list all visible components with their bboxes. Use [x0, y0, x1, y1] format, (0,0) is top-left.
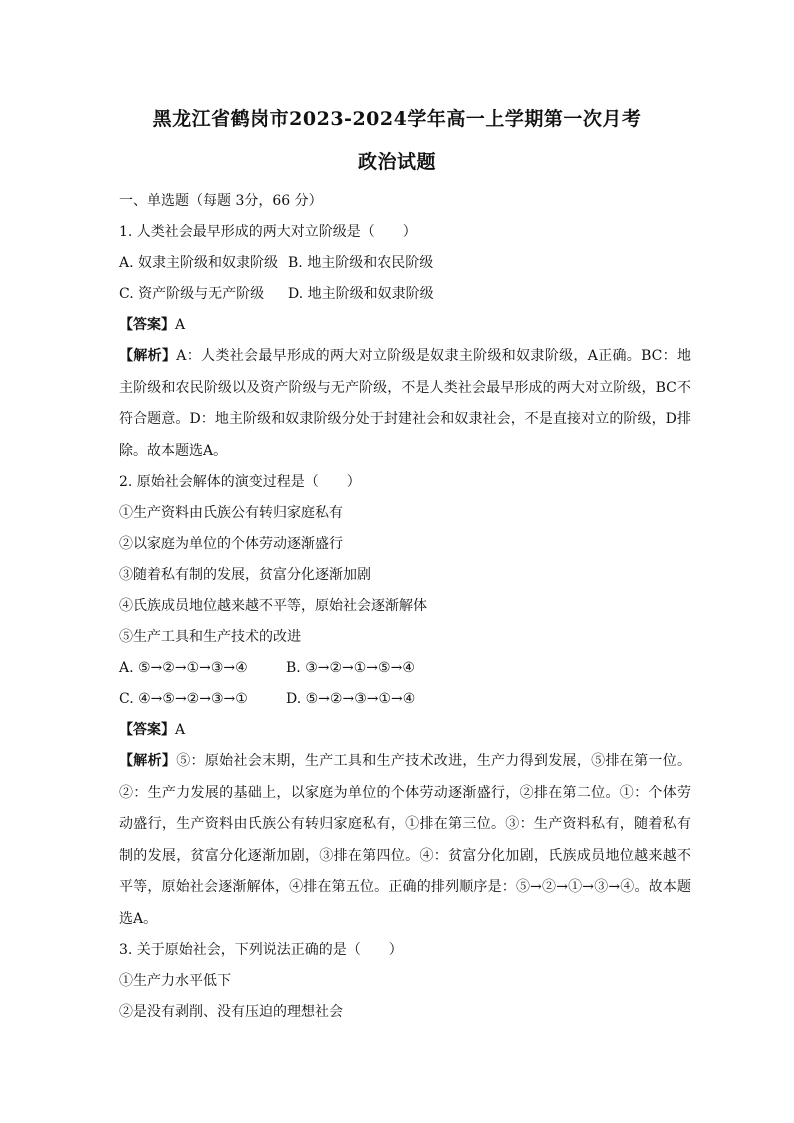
question-2-option-d: D. ⑤→②→③→①→④	[286, 691, 416, 707]
section-heading: 一、单选题（每题 3分，66 分）	[119, 193, 323, 209]
question-3-stem: 3. 关于原始社会，下列说法正确的是（ ）	[119, 942, 403, 958]
question-1-option-d: D. 地主阶级和奴隶阶级	[288, 286, 434, 302]
question-2-option-a: A. ⑤→②→①→③→④	[119, 660, 248, 676]
question-1-options-row-2	[119, 279, 691, 310]
question-1-stem: 1. 人类社会最早形成的两大对立阶级是（ ）	[119, 224, 417, 240]
document-title: 黑龙江省鹤岗市2023-2024学年高一上学期第一次月考	[152, 108, 642, 130]
question-2-item: ②以家庭为单位的个体劳动逐渐盛行	[119, 536, 343, 552]
question-2-item: ①生产资料由氏族公有转归家庭私有	[119, 505, 343, 521]
analysis-label: 【解析】	[119, 348, 177, 364]
question-2-options-row-2	[119, 684, 691, 715]
answer-value: A	[175, 317, 186, 333]
analysis-text: A：人类社会最早形成的两大对立阶级是奴隶主阶级和奴隶阶级，A正确。BC：地主阶级和农民阶级以及资产阶级与无产阶级，不是人类社会最早形成的两大对立阶级，BC不符合题意。D：地主阶级和奴隶阶级分处于封建社会和奴隶社会，不是直接对立的阶级，D排除。故本题选A。	[119, 348, 692, 459]
question-2-options-row-1	[119, 653, 691, 684]
question-1-option-b: B. 地主阶级和农民阶级	[288, 255, 434, 271]
question-2-option-c: C. ④→⑤→②→③→①	[119, 691, 248, 707]
question-2-item: ④氏族成员地位越来越不平等，原始社会逐渐解体	[119, 598, 427, 614]
question-2-stem: 2. 原始社会解体的演变过程是（ ）	[119, 474, 361, 490]
question-2-option-b: B. ③→②→①→⑤→④	[286, 660, 415, 676]
question-2-analysis	[119, 746, 691, 935]
question-1-options-row-1	[119, 248, 691, 279]
analysis-label: 【解析】	[119, 753, 177, 769]
question-2-answer	[119, 715, 691, 746]
question-2-item: ③随着私有制的发展，贫富分化逐渐加剧	[119, 567, 371, 583]
answer-label: 【答案】	[119, 317, 175, 333]
question-3-item: ①生产力水平低下	[119, 973, 231, 989]
question-3-item: ②是没有剥削、没有压迫的理想社会	[119, 1004, 343, 1020]
answer-label: 【答案】	[119, 722, 175, 738]
question-1-option-a: A. 奴隶主阶级和奴隶阶级	[119, 255, 279, 271]
answer-value: A	[175, 722, 186, 738]
document-body	[119, 186, 691, 1028]
question-1-answer	[119, 310, 691, 341]
analysis-text: ⑤：原始社会末期，生产工具和生产技术改进，生产力得到发展，⑤排在第一位。②：生产力发展的基础上，以家庭为单位的个体劳动逐渐盛行，②排在第二位。①：个体劳动盛行，生产资料由氏族公有转归家庭私有，①排在第三位。③：生产资料私有，随着私有制的发展，贫富分化逐渐加剧，③排在第四位。④：贫富分化加剧，氏族成员地位越来越不平等，原始社会逐渐解体，④排在第五位。正确的排列顺序是：⑤→②→①→③→④。故本题选A。	[119, 753, 692, 927]
question-1-analysis	[119, 341, 691, 467]
question-1-option-c: C. 资产阶级与无产阶级	[119, 286, 265, 302]
question-2-item: ⑤生产工具和生产技术的改进	[119, 629, 301, 645]
document-subtitle: 政治试题	[357, 151, 436, 173]
